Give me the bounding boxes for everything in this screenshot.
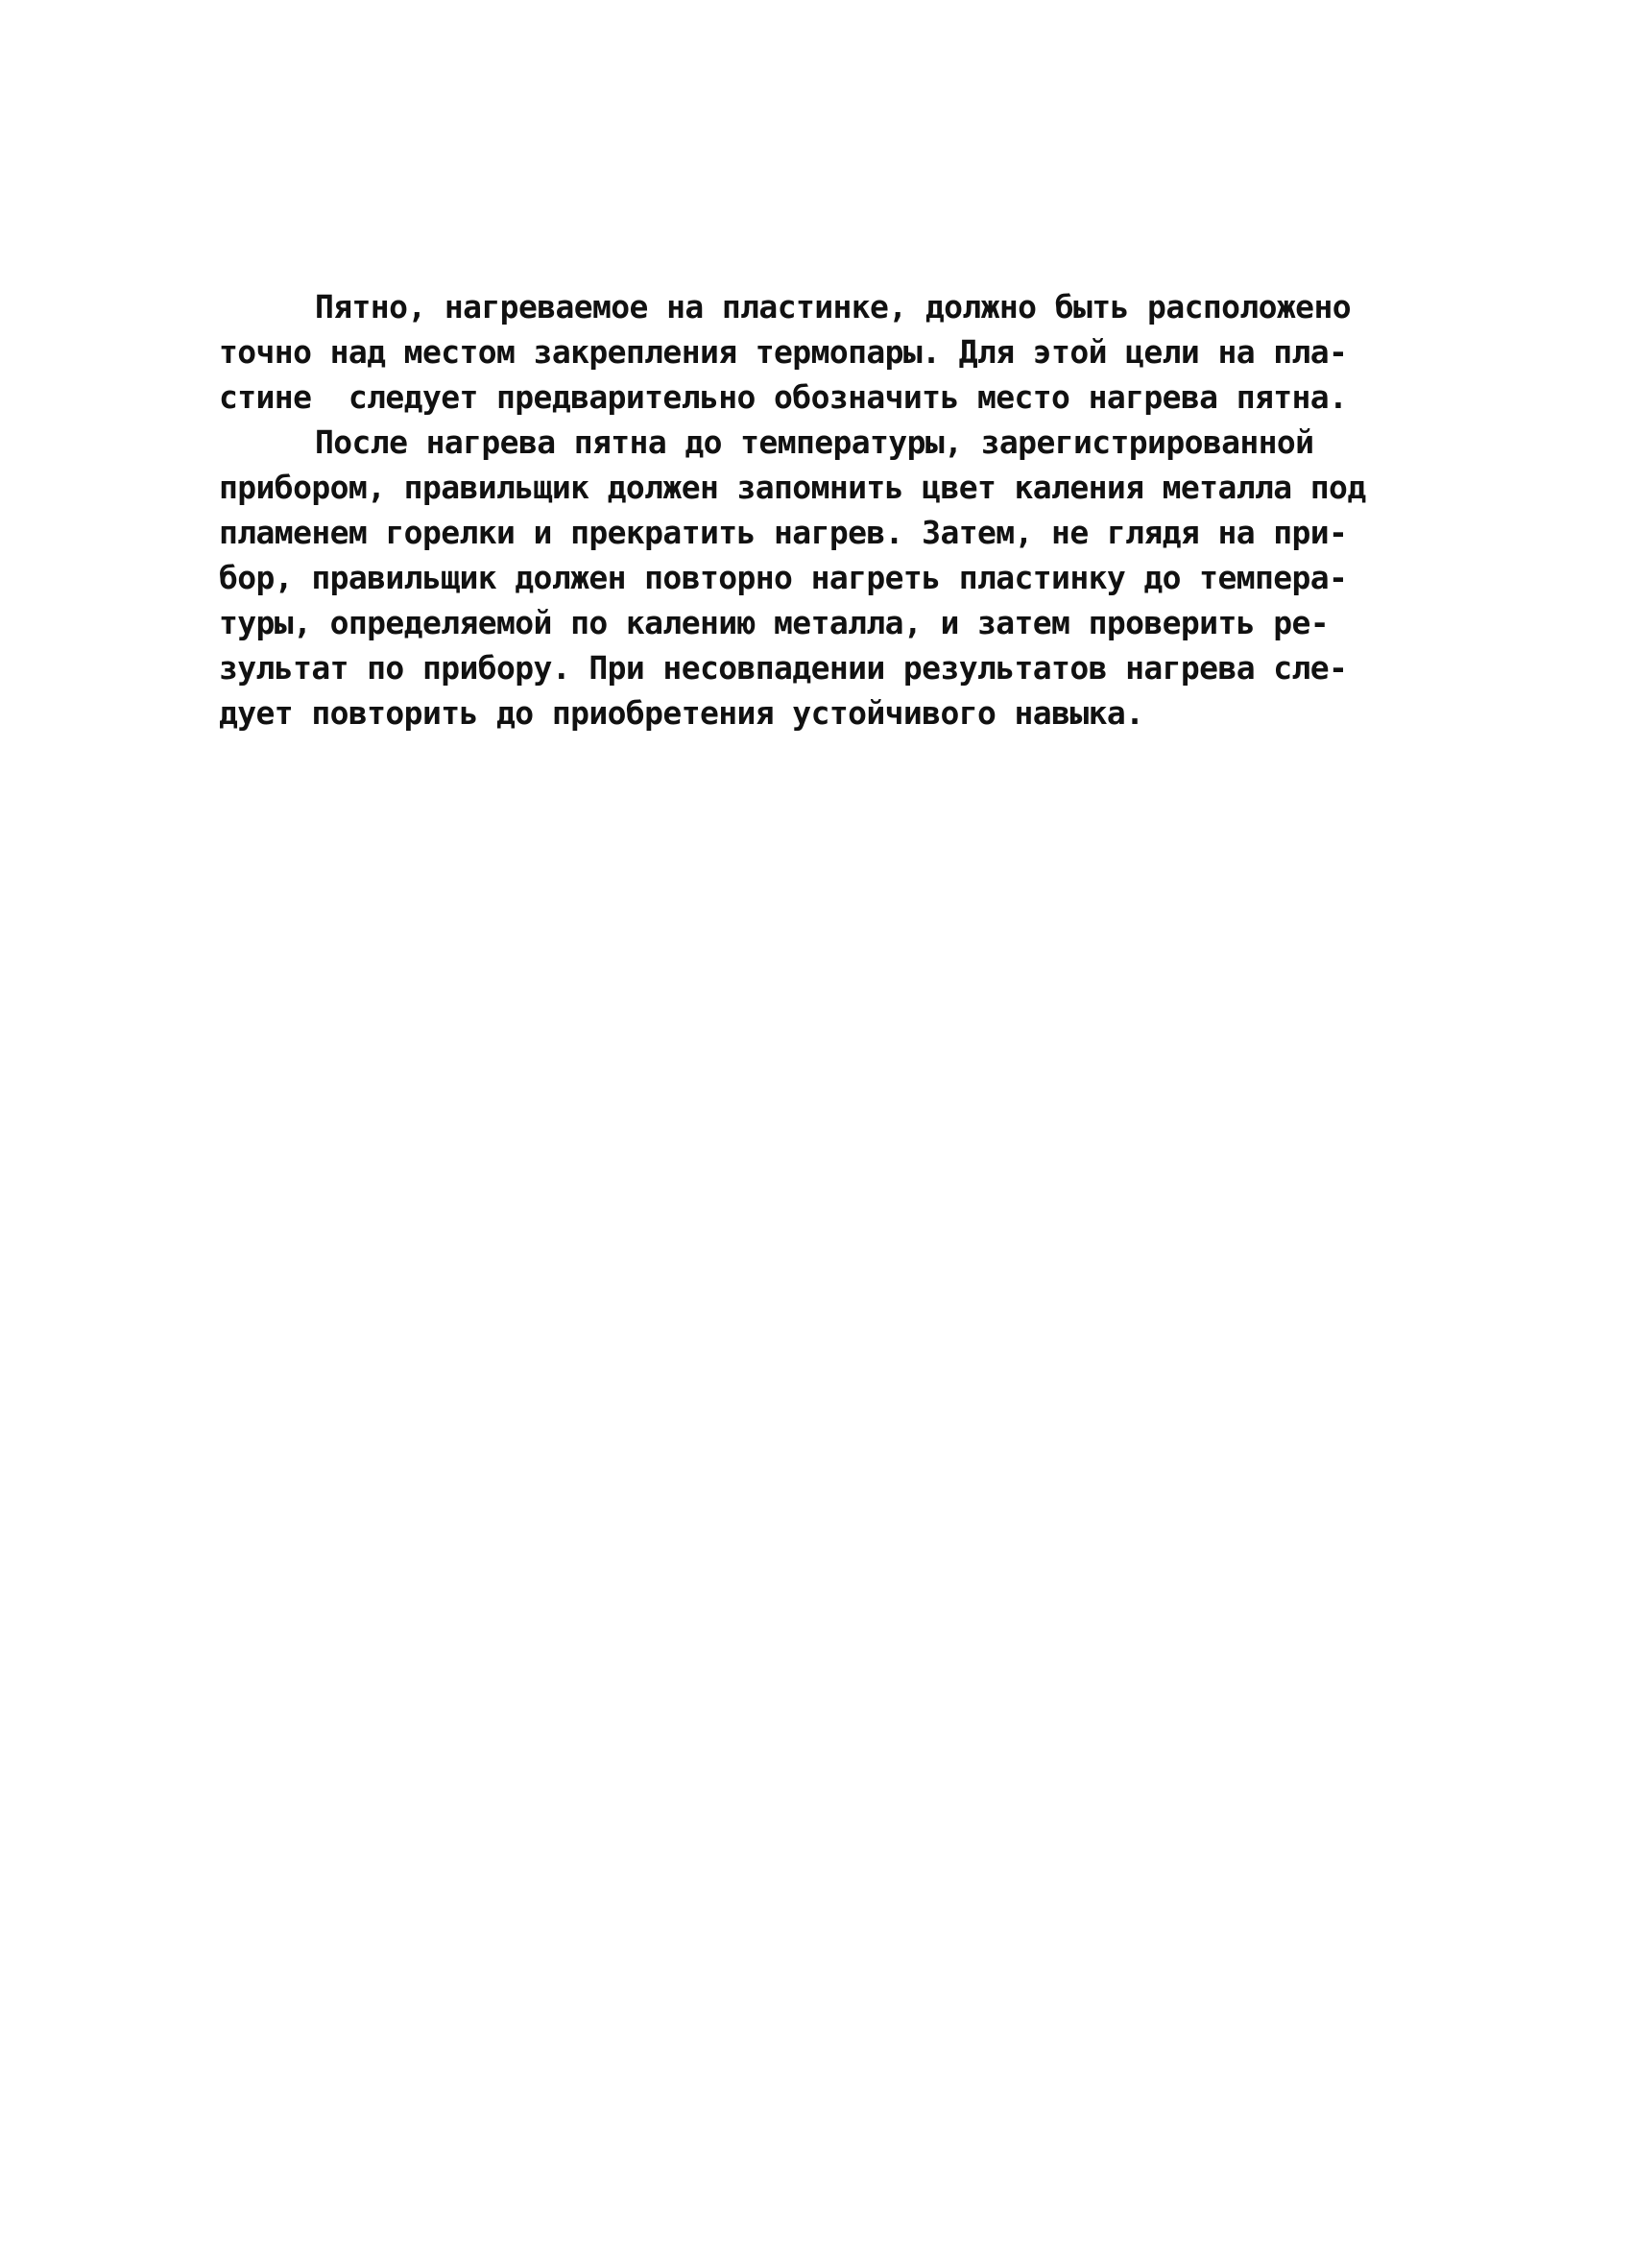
paragraph-1: [219, 284, 1429, 420]
text-line: туры, определяемой по калению металла, и затем проверить ре-: [219, 604, 1330, 641]
text-line: зультат по прибору. При несовпадении результатов нагрева сле-: [219, 649, 1348, 687]
text-line: пламенем горелки и прекратить нагрев. Затем, не глядя на при-: [219, 514, 1348, 551]
text-line: дует повторить до приобретения устойчивого навыка.: [219, 694, 1144, 732]
paragraph-2: [219, 420, 1429, 736]
text-line: После нагрева пятна до температуры, зарегистрированной: [315, 423, 1314, 461]
text-line: Пятно, нагреваемое на пластинке, должно быть расположено: [315, 288, 1351, 326]
text-line: бор, правильщик должен повторно нагреть пластинку до темпера-: [219, 559, 1348, 596]
body-text: [219, 284, 1429, 736]
text-line: точно над местом закрепления термопары. Для этой цели на пла-: [219, 333, 1348, 371]
text-line: прибором, правильщик должен запомнить цвет каления металла под: [219, 469, 1366, 506]
text-line: стине следует предварительно обозначить место нагрева пятна.: [219, 378, 1348, 416]
